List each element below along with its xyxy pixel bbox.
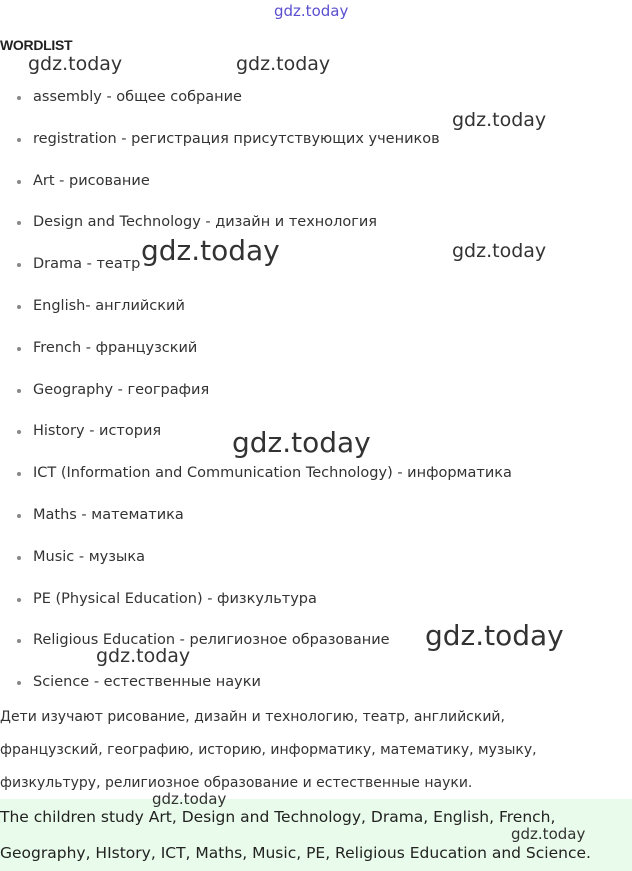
wordlist xyxy=(0,84,512,711)
list-item: PE (Physical Education) - физкультура xyxy=(0,586,512,628)
watermark: gdz.today xyxy=(452,109,547,131)
wordlist-heading: WORDLIST xyxy=(0,37,73,53)
paragraph-line: физкультуру, религиозное образование и естественные науки. xyxy=(0,775,473,791)
russian-paragraph xyxy=(0,701,632,800)
watermark: gdz.today xyxy=(96,645,191,667)
paragraph-line: Дети изучают рисование, дизайн и технологию, театр, английский, xyxy=(0,709,505,725)
watermark: gdz.today xyxy=(28,53,123,75)
list-item: Drama - театр xyxy=(0,251,512,293)
list-item: History - история xyxy=(0,418,512,460)
list-item: English- английский xyxy=(0,293,512,335)
list-item: Music - музыка xyxy=(0,544,512,586)
list-item: Art - рисование xyxy=(0,168,512,210)
paragraph-line: The children study Art, Design and Technology, Drama, English, French, xyxy=(0,808,556,826)
watermark: gdz.today xyxy=(232,426,371,459)
list-item: Design and Technology - дизайн и технология xyxy=(0,209,512,251)
watermark: gdz.today xyxy=(425,619,564,652)
list-item: French - французский xyxy=(0,335,512,377)
watermark: gdz.today xyxy=(511,825,586,843)
list-item: registration - регистрация присутствующих учеников xyxy=(0,126,512,168)
list-item: ICT (Information and Communication Technology) - информатика xyxy=(0,460,512,502)
paragraph-line: Geography, HIstory, ICT, Maths, Music, PE, Religious Education and Science. xyxy=(0,844,591,862)
list-item: Science - естественные науки xyxy=(0,669,512,711)
watermark: gdz.today xyxy=(152,790,227,808)
list-item: Geography - география xyxy=(0,377,512,419)
watermark: gdz.today xyxy=(236,53,331,75)
watermark: gdz.today xyxy=(274,2,349,20)
list-item: assembly - общее собрание xyxy=(0,84,512,126)
watermark: gdz.today xyxy=(452,240,547,262)
list-item: Maths - математика xyxy=(0,502,512,544)
watermark: gdz.today xyxy=(141,234,280,267)
paragraph-line: французский, географию, историю, информатику, математику, музыку, xyxy=(0,742,537,758)
list-item: Religious Education - религиозное образование xyxy=(0,627,512,669)
